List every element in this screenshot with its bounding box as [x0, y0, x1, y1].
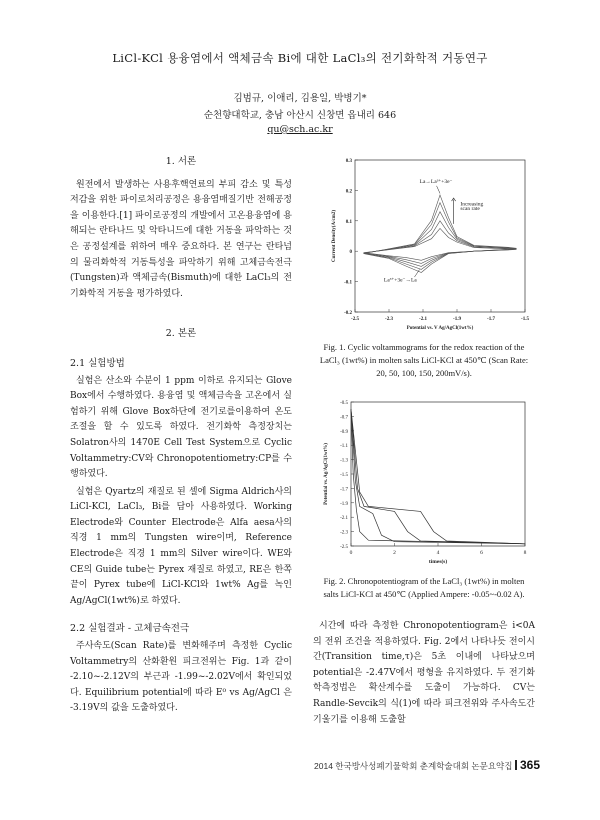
right-paragraph: 시간에 따라 측정한 Chronopotentiogram은 i<0A의 전위 조건을 적용하였다. Fig. 2에서 나타나듯 전이시간(Transition time,τ)은 5초 이내에 나타났으며 potential은 -2.47V에서 평형을 유지하였다. 두 전기화학측정법은 확산계수를 도출이 가능하다. CV는 Randle-Sevcik의 식(1)에 따라 피크전위와 주사속도간 기울기를 이용해 도출할 — [313, 621, 535, 725]
subsection-methods-title: 2.1 실험방법 — [70, 357, 125, 369]
cv-x-tick-label: -1.9 — [453, 317, 461, 322]
cv-scan-rate-label-1: Increasing — [460, 201, 484, 208]
intro-paragraph: 원전에서 발생하는 사용후핵연료의 부피 감소 및 특성저감을 위한 파이로처리공정은 용융염매질기반 전해공정을 이용한다.[1] 파이로공정의 개발에서 고온용융염에 용해되는 란타나드 및 악타니드에 대한 거동을 파악하는 것은 공정설계를 위하여 매우 중요하다. 본 연구는 란타넘의 물리화학적 거동특성을 파악하기 위해 고체금속전극(Tungsten)과 액체금속(Bismuth)에 대한 LaCl₃의 전기화학적 거동을 평가하였다. — [70, 179, 292, 299]
section-intro-title: 1. 서론 — [165, 156, 197, 167]
cp-y-tick-label: -1.3 — [340, 458, 348, 464]
cp-x-tick-label: 6 — [480, 550, 483, 556]
paper-affiliation: 순천향대학교, 충남 아산시 신창면 읍내리 646 — [203, 110, 397, 121]
cp-y-tick-label: -1.7 — [340, 487, 348, 493]
cp-y-tick-label: -0.9 — [340, 429, 348, 435]
cp-y-tick-label: -2.1 — [340, 516, 348, 522]
cp-y-tick-label: -2.3 — [340, 530, 348, 536]
cv-series-line — [364, 203, 517, 270]
cv-scan-rate-label-2: scan rate — [460, 206, 480, 213]
cp-y-tick-label: -0.5 — [340, 401, 348, 406]
cv-y-tick-label: 0.3 — [345, 159, 352, 164]
footer-text: 2014 한국방사성폐기물학회 춘계학술대회 논문요약집 — [314, 761, 513, 771]
cv-y-tick-label: -0.2 — [344, 311, 352, 316]
cp-x-tick-label: 2 — [393, 550, 396, 556]
cp-y-tick-label: -2.5 — [340, 545, 348, 550]
left-column — [70, 150, 292, 719]
cp-x-tick-label: 0 — [349, 550, 353, 556]
cv-y-tick-label: 0.1 — [345, 219, 352, 225]
figure-1 — [313, 150, 535, 380]
footer-divider — [515, 760, 517, 770]
paper-email — [0, 124, 600, 135]
subsection-results-title: 2.2 실험결과 - 고체금속전극 — [70, 623, 190, 635]
cp-series-line — [351, 409, 525, 544]
cv-x-tick-label: -1.7 — [487, 317, 495, 322]
cp-chart — [313, 396, 535, 571]
cp-x-axis-label: times(s) — [428, 559, 448, 565]
cv-y-tick-label: -0.1 — [344, 280, 352, 286]
cp-y-tick-label: -1.5 — [340, 473, 348, 478]
cv-oxidation-label: La→La³⁺+3e⁻ — [419, 178, 453, 185]
results-paragraph-1: 주사속도(Scan Rate)를 변화해주며 측정한 Cyclic Voltammetry의 산화환원 피크전위는 Fig. 1과 같이 -2.10~-2.12V의 부근과 -1.99~-2.02V에서 확인되었다. Equilibrium potential에 따라 E⁰ vs Ag/AgCl 은 -3.19V의 값을 도출하였다. — [70, 641, 292, 714]
cp-x-tick-label: 4 — [436, 550, 440, 556]
cv-x-tick-label: -2.3 — [385, 317, 393, 322]
cv-x-axis-label: Potential vs. V Ag/AgCl(1wt%) — [406, 326, 474, 331]
methods-paragraph-2: 실험은 Qyartz의 재질로 된 셀에 Sigma Aldrich사의 LiCl-KCl, LaCl₃, Bi를 담아 사용하였다. Working Electrode와 Counter Electrode은 Alfa aesa사의 직경 1 mm의 Tungsten wire이며, Reference Electrode은 직경 1 mm의 Silver wire이다. WE와 CE의 Guide tube는 Pyrex 재질로 하였고, RE은 한쪽 끝이 Pyrex tube에 LiCl-KCl와 1wt% Ag를 녹인 Ag/AgCl(1wt%)로 하였다. — [70, 486, 292, 606]
paper-title: LiCl-KCl 용융염에서 액체금속 Bi에 대한 LaCl₃의 전기화학적 거동연구 — [112, 51, 488, 65]
figure-2-caption: Fig. 2. Chronopotentiogram of the LaCl₃ (1wt%) in molten salts LiCl-KCl at 450℃ (Applied Ampere: -0.05~-0.02 A). — [323, 576, 525, 599]
section-body-title: 2. 본론 — [165, 328, 197, 340]
cv-y-axis-label: Current Density(A/cm2) — [332, 210, 337, 262]
cp-y-tick-label: -1.1 — [340, 444, 348, 450]
cv-y-tick-label: 0 — [349, 250, 352, 256]
cp-y-tick-label: -0.7 — [340, 415, 348, 421]
page-footer — [300, 758, 540, 772]
cv-chart — [313, 150, 535, 335]
page-number: 365 — [519, 758, 540, 772]
cp-x-tick-label: 8 — [523, 550, 527, 556]
cv-y-tick-label: 0.2 — [345, 189, 352, 195]
cv-oxidation-arrow — [437, 186, 440, 194]
paper-authors: 김범규, 이애리, 김용일, 박병기* — [233, 93, 367, 104]
cv-x-tick-label: -2.1 — [419, 317, 427, 322]
email-link[interactable]: qu@sch.ac.kr — [267, 124, 333, 135]
cv-x-tick-label: -1.5 — [521, 317, 529, 322]
cv-reduction-label: La³⁺+3e⁻→La — [383, 277, 417, 284]
methods-paragraph-1: 실험은 산소와 수분이 1 ppm 이하로 유지되는 Glove Box에서 수행하였다. 용융염 및 액체금속을 고온에서 실험하기 위해 Glove Box하단에 전기로를이용하여 온도 조절을 할 수 있도록 하였다. 전기화학 측정장치는 Solatron사의 1470E Cell Test System으로 Cyclic Voltammetry:CV와 Chronopotentiometry:CP를 수행하였다. — [70, 375, 292, 480]
right-column — [313, 150, 535, 730]
figure-1-caption: Fig. 1. Cyclic voltammograms for the redox reaction of the LaCl₃ (1wt%) in molten salts LiCl-KCl at 450℃ (Scan Rate: 20, 50, 100, 150, 200mV/s). — [319, 342, 529, 378]
cv-x-tick-label: -2.5 — [351, 317, 359, 322]
cp-y-tick-label: -1.9 — [340, 501, 348, 507]
cv-series-line — [364, 195, 517, 273]
cp-y-axis-label: Potential vs. Ag/AgCl(1wt%) — [324, 443, 329, 505]
figure-2 — [313, 396, 535, 601]
